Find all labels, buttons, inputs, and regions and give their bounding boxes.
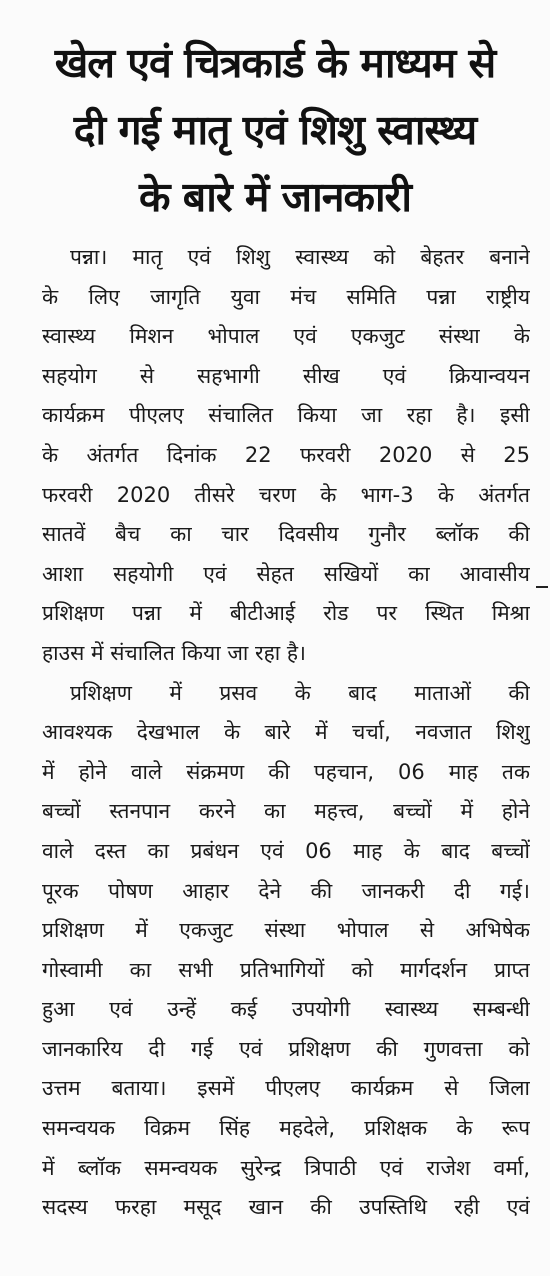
headline xyxy=(18,30,532,231)
body-line: प्रशिक्षण में एकजुट संस्था भोपाल से अभिषेक xyxy=(42,918,530,943)
body-line: में होने वाले संक्रमण की पहचान, 06 माह तक xyxy=(42,759,530,784)
body-line: समन्वयक विक्रम सिंह महदेले, प्रशिक्षक के रूप xyxy=(42,1116,530,1141)
body-line: आशा सहयोगी एवं सेहत सखियों का आवासीय xyxy=(42,561,530,586)
headline-line: दी गई मातृ एवं शिशु स्वास्थ्य xyxy=(73,106,477,154)
body-line: हुआ एवं उन्हें कई उपयोगी स्वास्थ्य सम्बन्धी xyxy=(42,997,530,1022)
column-edge-mark xyxy=(536,586,548,588)
body-line: सहयोग से सहभागी सीख एवं क्रियान्वयन xyxy=(42,363,530,388)
body-line: वाले दस्त का प्रबंधन एवं 06 माह के बाद बच्चों xyxy=(42,838,530,863)
body-line: में ब्लॉक समन्वयक सुरेन्द्र त्रिपाठी एवं राजेश वर्मा, xyxy=(42,1155,530,1180)
body-line: उत्तम बताया। इसमें पीएलए कार्यक्रम से जिला xyxy=(42,1076,530,1101)
headline-line: के बारे में जानकारी xyxy=(139,173,411,221)
body-line: के लिए जागृति युवा मंच समिति पन्ना राष्ट्रीय xyxy=(42,284,530,309)
body-line: पन्ना। मातृ एवं शिशु स्वास्थ्य को बेहतर बनाने xyxy=(70,245,530,269)
body-line: प्रशिक्षण में प्रसव के बाद माताओं की xyxy=(70,680,530,705)
body-line: प्रशिक्षण पन्ना में बीटीआई रोड पर स्थित मिश्रा xyxy=(42,601,530,626)
body-line: के अंतर्गत दिनांक 22 फरवरी 2020 से 25 xyxy=(42,442,530,467)
body-line: आवश्यक देखभाल के बारे में चर्चा, नवजात शिशु xyxy=(42,720,530,745)
body-line: हाउस में संचालित किया जा रहा है। xyxy=(42,640,307,665)
body-line: स्वास्थ्य मिशन भोपाल एवं एकजुट संस्था के xyxy=(42,324,530,349)
body-line: फरवरी 2020 तीसरे चरण के भाग-3 के अंतर्गत xyxy=(42,482,530,507)
body-line: सदस्य फरहा मसूद खान की उपस्तिथि रही एवं xyxy=(42,1195,530,1220)
body-line: गोस्वामी का सभी प्रतिभागियों को मार्गदर्शन प्राप्त xyxy=(42,957,530,982)
body-line: सातवें बैच का चार दिवसीय गुनौर ब्लॉक की xyxy=(42,522,530,547)
body-line: कार्यक्रम पीएलए संचालित किया जा रहा है। इसी xyxy=(42,403,530,428)
body-line: पूरक पोषण आहार देने की जानकरी दी गई। xyxy=(42,878,530,903)
body-line: बच्चों स्तनपान करने का महत्त्व, बच्चों में होने xyxy=(42,799,530,824)
article-body xyxy=(42,238,530,1228)
headline-line: खेल एवं चित्रकार्ड के माध्यम से xyxy=(54,39,496,87)
body-line: जानकारिय दी गई एवं प्रशिक्षण की गुणवत्ता को xyxy=(42,1036,530,1061)
